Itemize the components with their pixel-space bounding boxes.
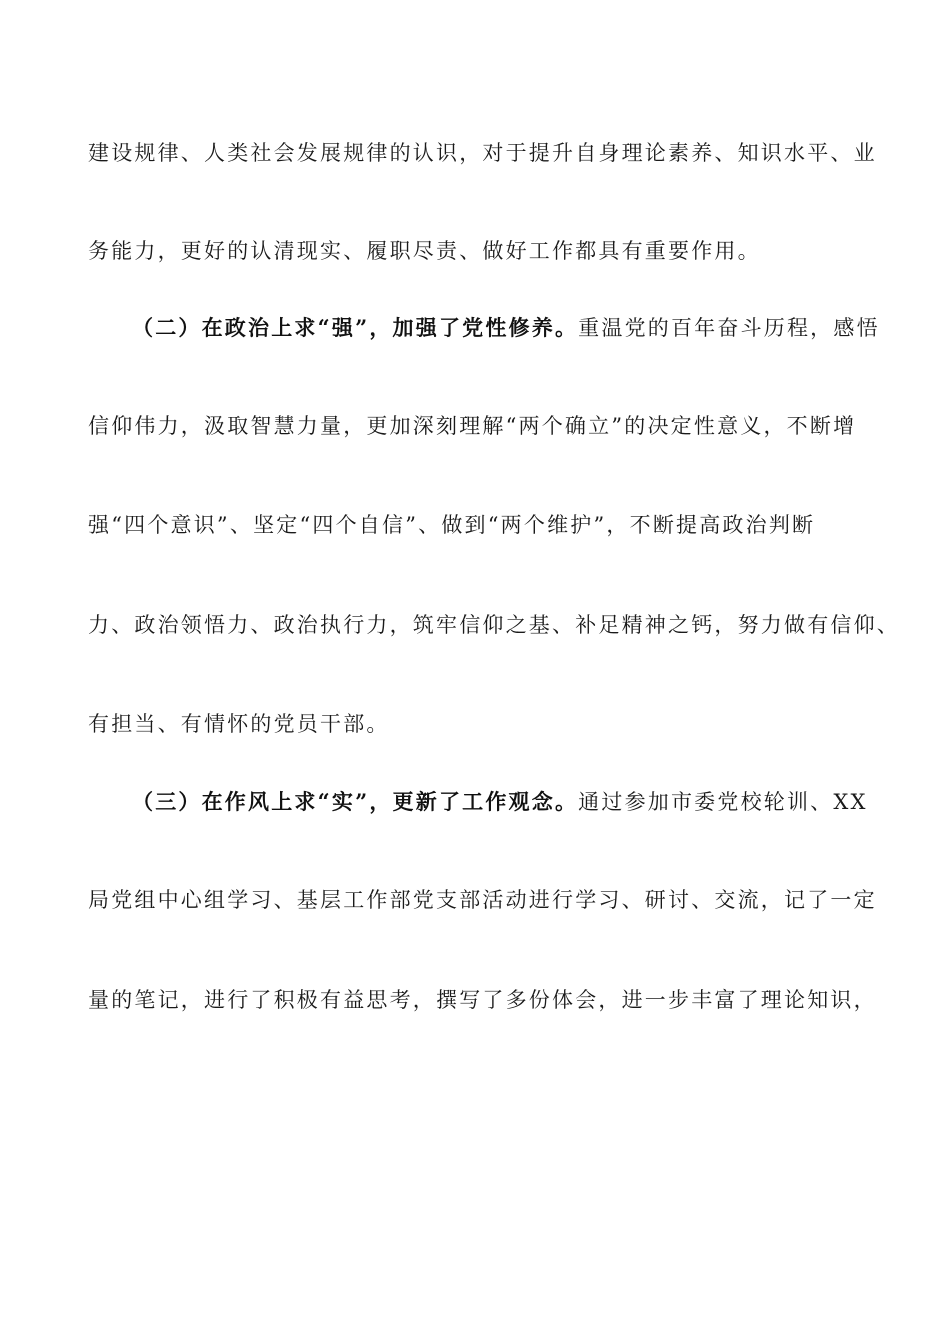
- paragraph-line: 强“四个意识”、坚定“四个自信”、做到“两个维护”，不断提高政治判断: [88, 513, 816, 537]
- paragraph-line: 局党组中心组学习、基层工作部党支部活动进行学习、研讨、交流，记了一定: [88, 888, 877, 912]
- section-3-heading: （三）在作风上求“实”，更新了工作观念。: [132, 789, 579, 814]
- paragraph-line: 信仰伟力，汲取智慧力量，更加深刻理解“两个确立”的决定性意义，不断增: [88, 414, 857, 438]
- paragraph-line: 力、政治领悟力、政治执行力，筑牢信仰之基、补足精神之钙，努力做有信仰、: [88, 613, 900, 637]
- section-2-text: 重温党的百年奋斗历程，感悟: [578, 316, 880, 340]
- section-2-first-line: [132, 313, 878, 343]
- paragraph-line: 量的笔记，进行了积极有益思考，撰写了多份体会，进一步丰富了理论知识，: [88, 988, 877, 1012]
- paragraph-line: 建设规律、人类社会发展规律的认识，对于提升自身理论素养、知识水平、业: [88, 141, 877, 165]
- paragraph-line: 有担当、有情怀的党员干部。: [88, 712, 390, 736]
- section-2-heading: （二）在政治上求“强”，加强了党性修养。: [132, 315, 579, 340]
- section-3-text: 通过参加市委党校轮训、XX: [578, 790, 868, 814]
- paragraph-line: 务能力，更好的认清现实、履职尽责、做好工作都具有重要作用。: [88, 239, 761, 263]
- section-3-first-line: [132, 787, 878, 817]
